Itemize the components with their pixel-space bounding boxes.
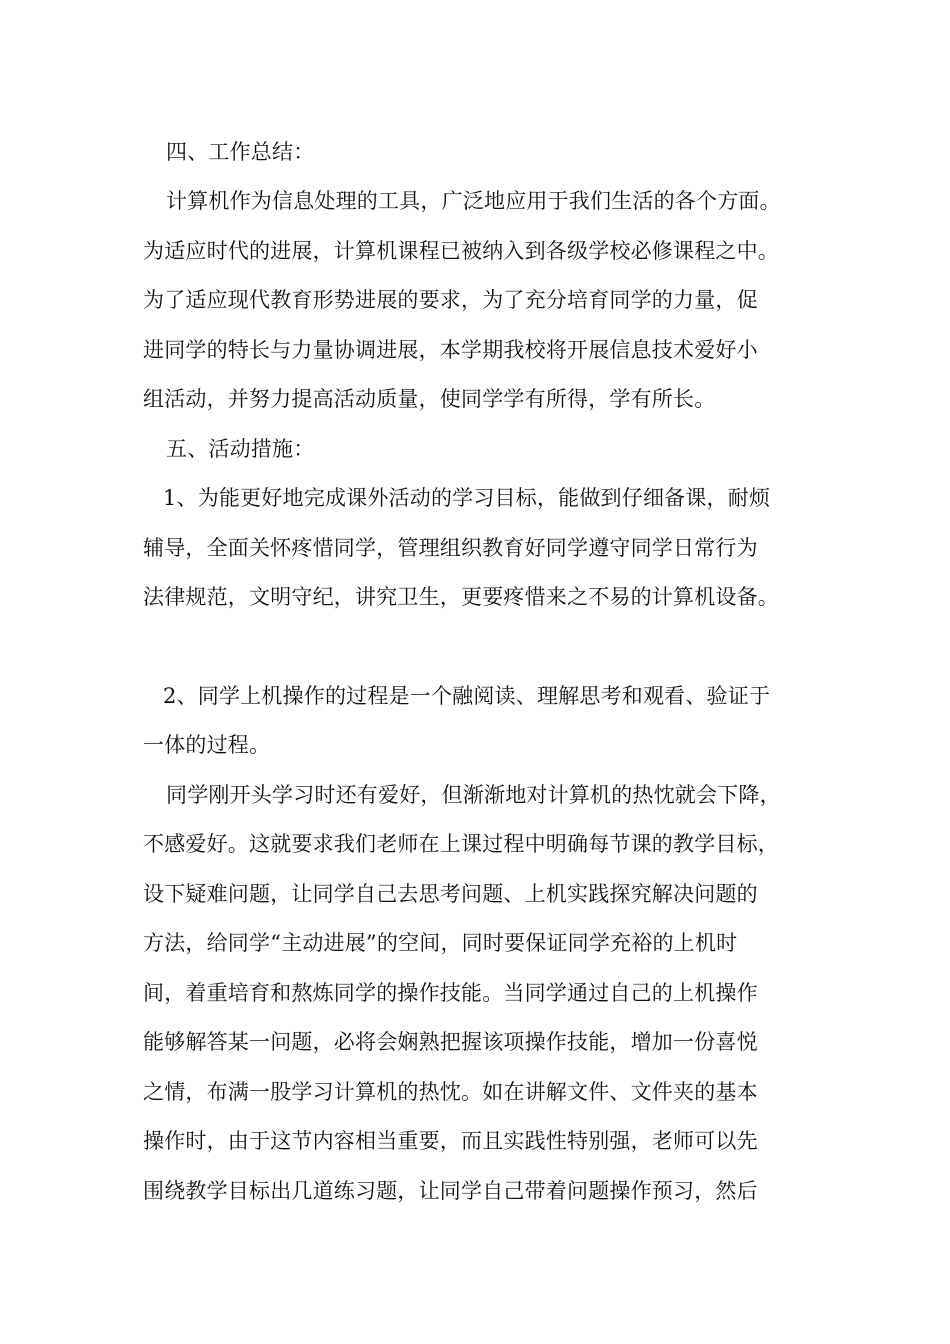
paragraph-line: 不感爱好。这就要求我们老师在上课过程中明确每节课的教学目标， xyxy=(143,832,779,856)
paragraph-line: 间，着重培育和熬炼同学的操作技能。当同学通过自己的上机操作 xyxy=(143,981,758,1005)
paragraph-line: 操作时，由于这节内容相当重要，而且实践性特别强，老师可以先 xyxy=(143,1129,758,1153)
list-item-line: 法律规范，文明守纪，讲究卫生，更要疼惜来之不易的计算机设备。 xyxy=(143,585,779,609)
paragraph-line: 进同学的特长与力量协调进展，本学期我校将开展信息技术爱好小 xyxy=(143,338,758,362)
paragraph-line: 设下疑难问题，让同学自己去思考问题、上机实践探究解决问题的 xyxy=(143,882,758,906)
list-item-line: 一体的过程。 xyxy=(143,733,271,757)
list-item-line: 2、同学上机操作的过程是一个融阅读、理解思考和观看、验证于 xyxy=(163,684,771,708)
paragraph-line: 围绕教学目标出几道练习题，让同学自己带着问题操作预习，然后 xyxy=(143,1179,758,1203)
paragraph-line: 为适应时代的进展，计算机课程已被纳入到各级学校必修课程之中。 xyxy=(143,239,779,263)
paragraph-line: 组活动，并努力提高活动质量，使同学学有所得，学有所长。 xyxy=(143,387,716,411)
paragraph-line: 能够解答某一问题，必将会娴熟把握该项操作技能，增加一份喜悦 xyxy=(143,1030,758,1054)
paragraph-line: 同学刚开头学习时还有爱好，但渐渐地对计算机的热忱就会下降， xyxy=(166,783,781,807)
list-item-line: 1、为能更好地完成课外活动的学习目标，能做到仔细备课，耐烦 xyxy=(163,486,771,510)
section-heading-work-summary: 四、工作总结： xyxy=(166,140,315,164)
paragraph-line: 方法，给同学“主动进展”的空间，同时要保证同学充裕的上机时 xyxy=(143,931,738,955)
section-heading-activity-measures: 五、活动措施： xyxy=(166,437,315,461)
paragraph-line: 为了适应现代教育形势进展的要求，为了充分培育同学的力量，促 xyxy=(143,288,758,312)
paragraph-line: 之情，布满一股学习计算机的热忱。如在讲解文件、文件夹的基本 xyxy=(143,1080,758,1104)
list-item-line: 辅导，全面关怀疼惜同学，管理组织教育好同学遵守同学日常行为 xyxy=(143,536,758,560)
paragraph-line: 计算机作为信息处理的工具，广泛地应用于我们生活的各个方面。 xyxy=(166,189,781,213)
